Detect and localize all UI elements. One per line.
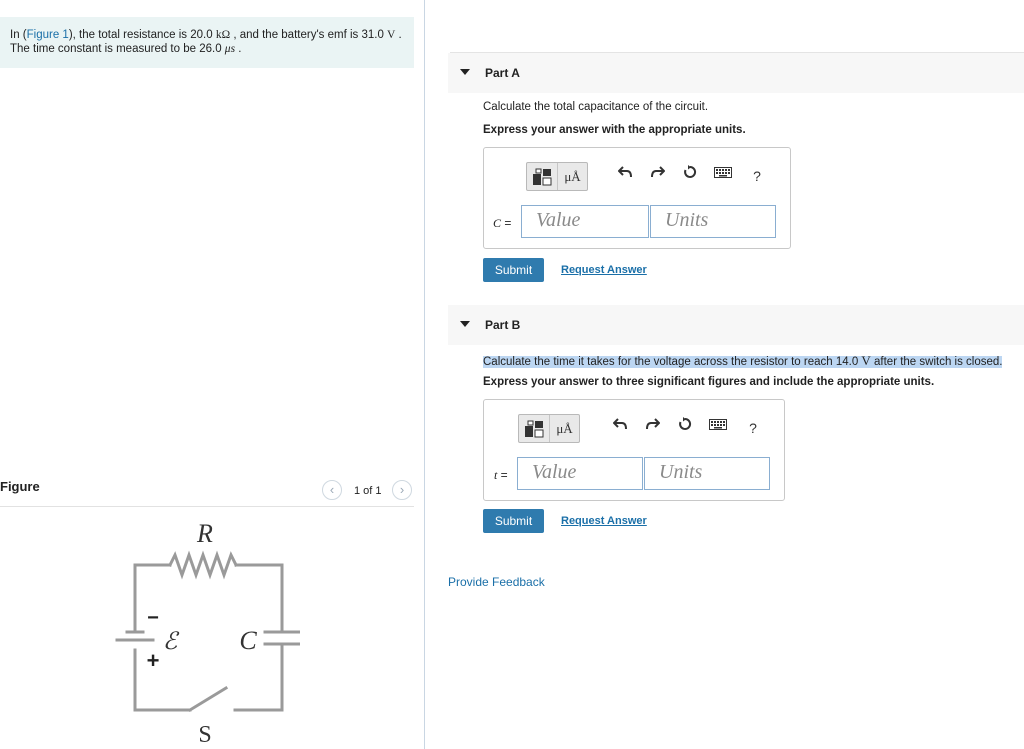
problem-text: , and the battery's emf is 31.0 xyxy=(230,29,388,41)
variable-symbol: t xyxy=(494,468,498,482)
units-icon[interactable] xyxy=(557,163,587,190)
math-toolbar-group xyxy=(526,162,588,191)
problem-statement xyxy=(0,17,414,68)
help-icon[interactable]: ? xyxy=(753,168,761,184)
capacitor-label: C xyxy=(239,626,257,655)
battery-minus-sign: − xyxy=(147,607,159,629)
math-toolbar-group xyxy=(518,414,580,443)
switch-symbol xyxy=(190,688,226,710)
part-b-request-answer-link[interactable]: Request Answer xyxy=(561,515,647,527)
emf-unit: V xyxy=(387,29,396,41)
circuit-diagram xyxy=(100,510,300,745)
collapse-arrow-icon[interactable] xyxy=(460,321,470,327)
redo-icon[interactable] xyxy=(649,165,667,181)
redo-icon[interactable] xyxy=(644,417,662,433)
figure-label: Figure xyxy=(0,479,40,494)
resistance-unit: kΩ xyxy=(215,29,231,41)
part-b-header[interactable] xyxy=(448,305,1024,345)
problem-text: . xyxy=(235,43,242,55)
units-glyph: μÅ xyxy=(556,420,573,436)
part-b-submit-button[interactable]: Submit xyxy=(483,509,544,533)
problem-line-1 xyxy=(10,28,404,42)
units-glyph: μÅ xyxy=(564,168,581,184)
help-icon[interactable]: ? xyxy=(749,420,757,436)
emf-label: ℰ xyxy=(162,629,178,655)
resistor-symbol xyxy=(170,555,236,575)
problem-text: . xyxy=(395,29,402,41)
part-a-submit-button[interactable]: Submit xyxy=(483,258,544,282)
equals-sign: = xyxy=(497,468,508,482)
figure-header xyxy=(0,477,414,507)
reset-icon[interactable] xyxy=(676,417,694,434)
part-b-question xyxy=(483,353,1002,369)
figure-next-button[interactable]: › xyxy=(392,480,412,500)
templates-icon[interactable] xyxy=(519,415,549,442)
part-a-title: Part A xyxy=(485,66,520,80)
undo-icon[interactable] xyxy=(611,417,629,433)
question-unit: V xyxy=(861,353,871,368)
variable-symbol: C xyxy=(493,216,502,230)
collapse-arrow-icon[interactable] xyxy=(460,69,470,75)
figure-link[interactable]: Figure 1 xyxy=(26,29,69,41)
part-a-request-answer-link[interactable]: Request Answer xyxy=(561,264,647,276)
left-pane xyxy=(0,0,425,749)
part-b-title: Part B xyxy=(485,318,521,332)
wire-right-upper xyxy=(236,565,282,632)
right-pane xyxy=(426,0,1024,749)
part-a-header[interactable] xyxy=(448,53,1024,93)
battery-plus-sign: + xyxy=(146,648,160,673)
equals-sign: = xyxy=(501,216,512,230)
problem-line-2 xyxy=(10,42,404,56)
question-text: after the switch is closed. xyxy=(870,356,1003,368)
problem-text: In ( xyxy=(10,29,27,41)
part-b-instruction: Express your answer to three significant figures and include the appropriate units. xyxy=(483,376,935,388)
part-a-answer-box xyxy=(483,147,791,249)
units-icon[interactable] xyxy=(549,415,579,442)
part-b-value-input[interactable]: Value xyxy=(517,457,643,490)
templates-icon[interactable] xyxy=(527,163,557,190)
part-b-variable xyxy=(494,468,508,483)
keyboard-icon[interactable] xyxy=(709,417,727,433)
undo-icon[interactable] xyxy=(616,165,634,181)
part-a-instruction: Express your answer with the appropriate units. xyxy=(483,124,746,136)
part-a-question: Calculate the total capacitance of the circuit. xyxy=(483,101,709,113)
question-text: Calculate the time it takes for the voltage across the resistor to reach 14.0 xyxy=(483,356,862,368)
part-b-units-input[interactable]: Units xyxy=(644,457,770,490)
switch-label: S xyxy=(198,722,212,745)
problem-text: The time constant is measured to be 26.0 xyxy=(10,43,225,55)
figure-prev-button[interactable]: ‹ xyxy=(322,480,342,500)
part-a-units-input[interactable]: Units xyxy=(650,205,776,238)
resistor-label: R xyxy=(197,519,213,548)
problem-text: ), the total resistance is 20.0 xyxy=(68,29,216,41)
part-a-variable xyxy=(493,216,511,231)
reset-icon[interactable] xyxy=(681,165,699,182)
part-a-value-input[interactable]: Value xyxy=(521,205,649,238)
keyboard-icon[interactable] xyxy=(714,165,732,181)
figure-page-indicator: 1 of 1 xyxy=(354,485,382,497)
provide-feedback-link[interactable]: Provide Feedback xyxy=(448,575,545,589)
time-constant-unit: μs xyxy=(224,43,236,55)
part-b-answer-box xyxy=(483,399,785,501)
